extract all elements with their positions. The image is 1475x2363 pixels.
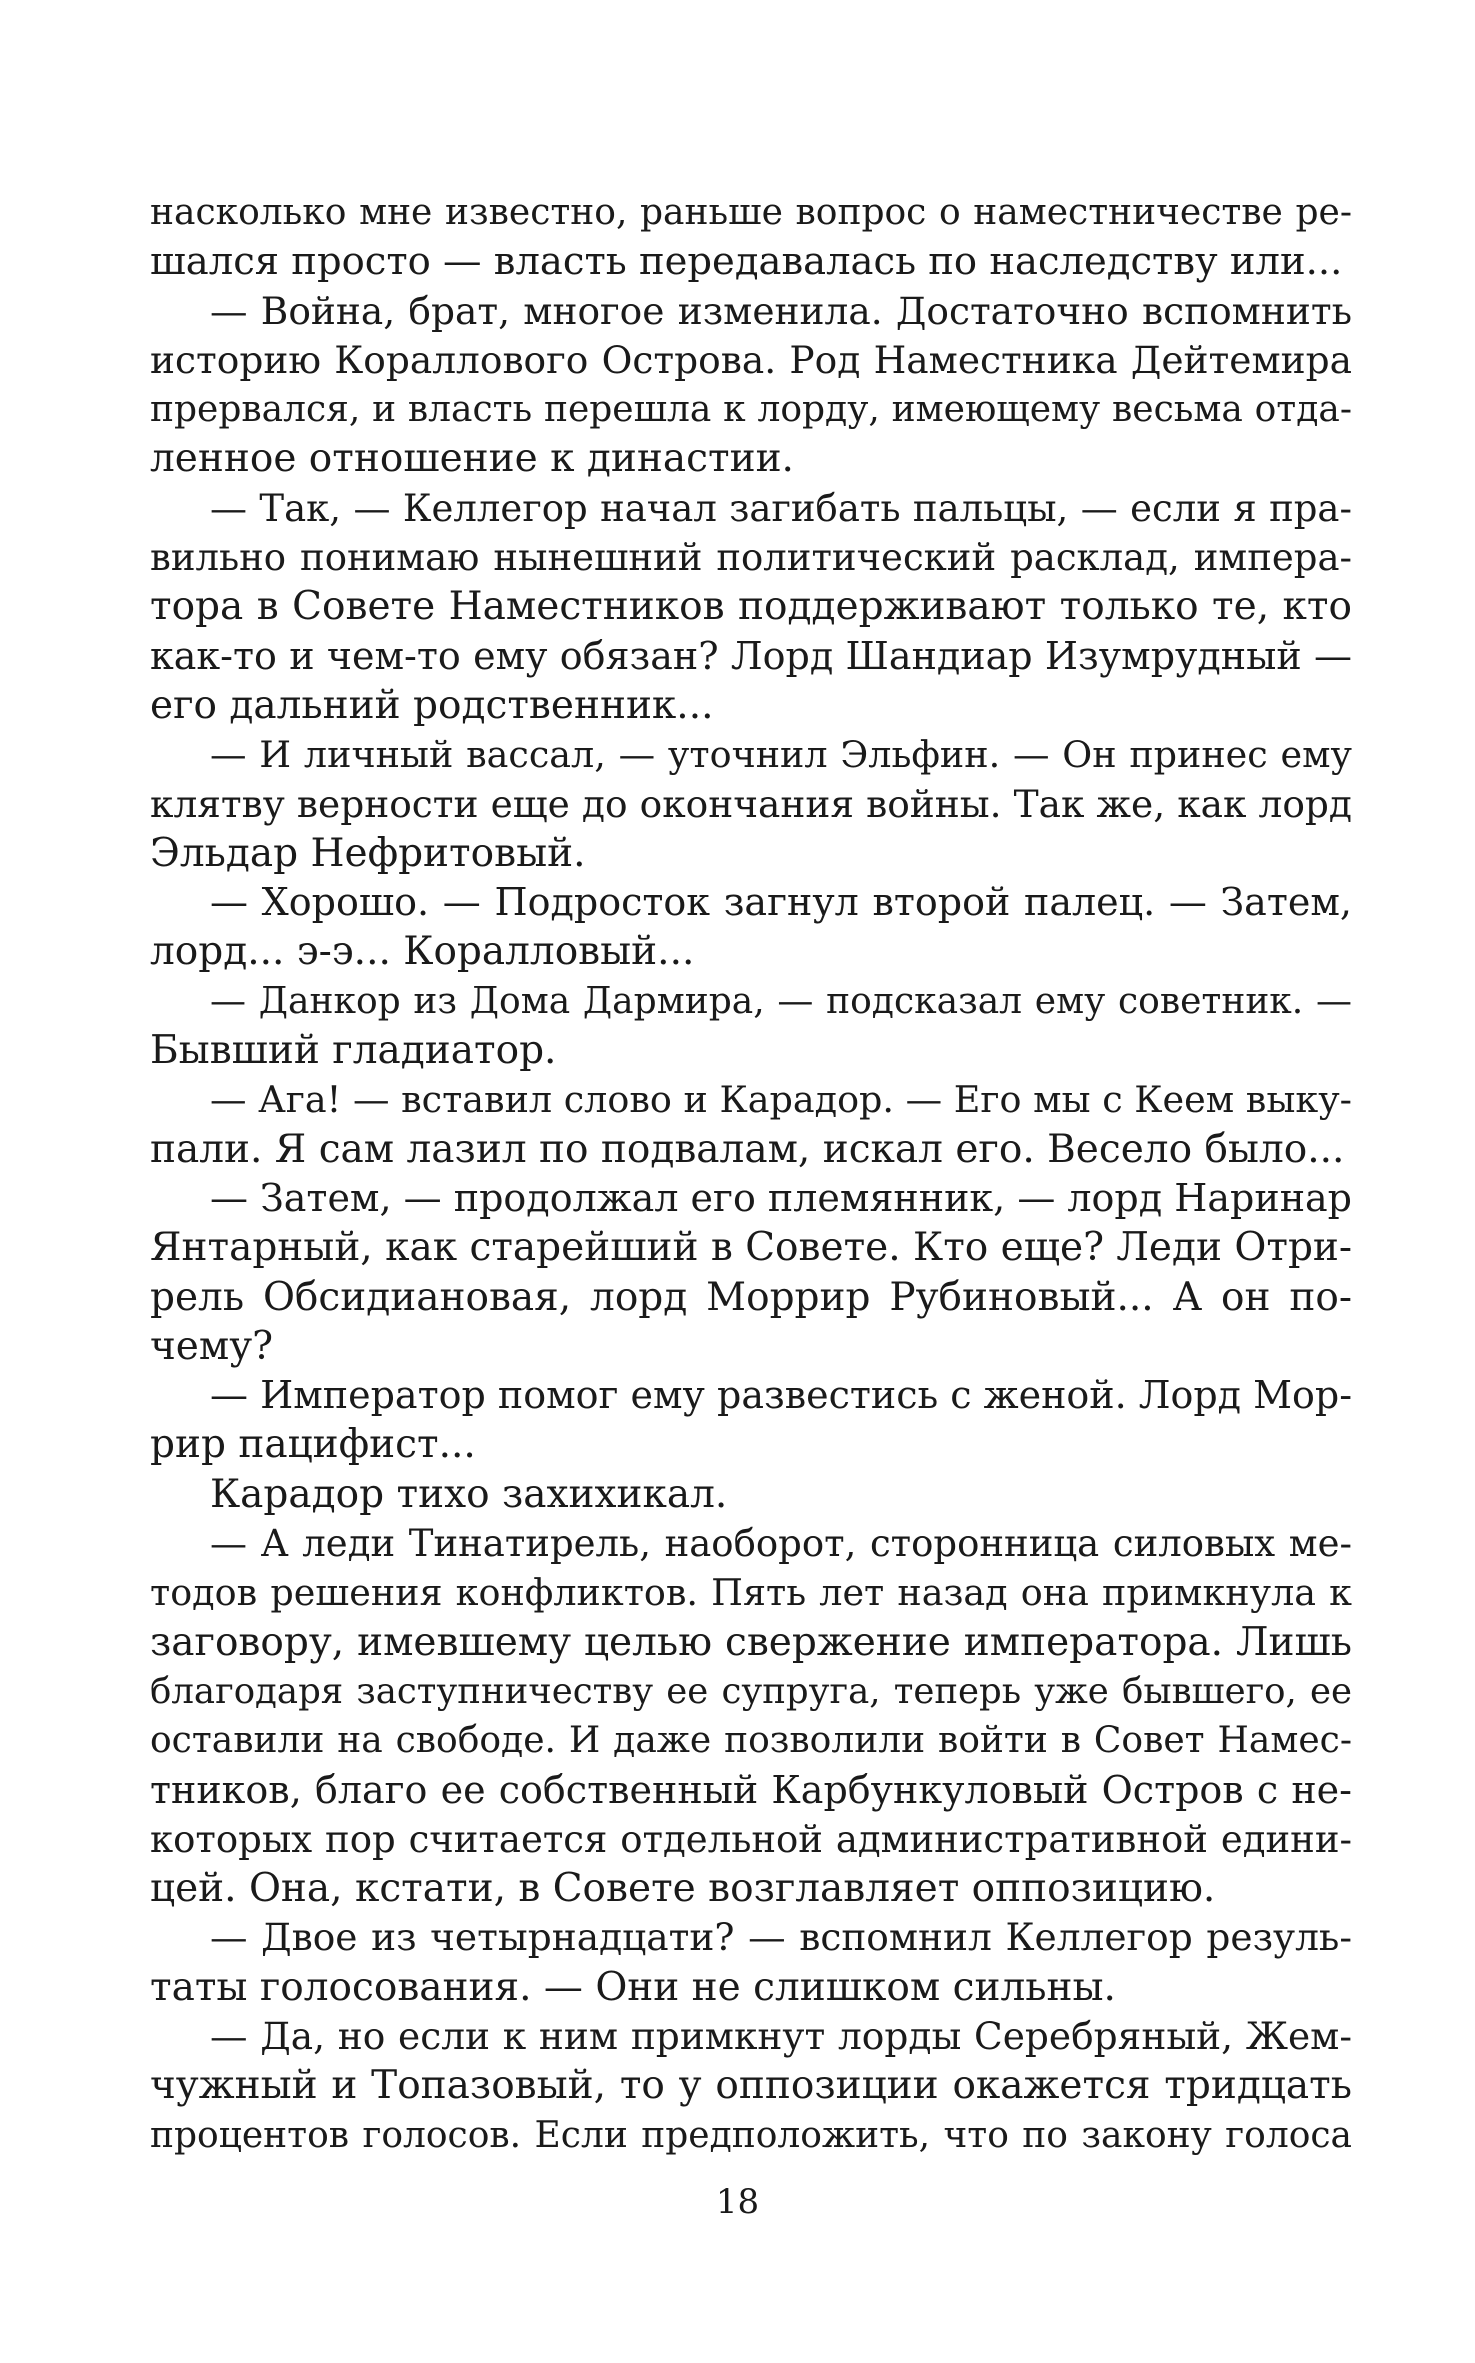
text-line: Бывший гладиатор.: [150, 1028, 557, 1074]
text-line: лорд... э-э... Коралловый...: [150, 929, 695, 975]
text-line: — Так, — Келлегор начал загибать пальцы, — если я пра-: [210, 486, 1352, 530]
text-line: — И личный вассал, — уточнил Эльфин. — Он принес ему: [210, 733, 1352, 777]
text-line: процентов голосов. Если предположить, что по закону голоса: [150, 2114, 1352, 2156]
text-line: — Двое из четырнадцати? — вспомнил Келлегор резуль-: [210, 1915, 1352, 1960]
page-number: 18: [715, 2182, 760, 2222]
text-line: Карадор тихо захихикал.: [210, 1471, 728, 1517]
text-line: ленное отношение к династии.: [150, 436, 794, 482]
text-line: тора в Совете Наместников поддерживают только те, кто: [150, 584, 1352, 630]
text-line: цей. Она, кстати, в Совете возглавляет оппозицию.: [150, 1866, 1216, 1912]
text-line: — А леди Тинатирель, наоборот, сторонница силовых ме-: [210, 1522, 1352, 1566]
text-line: вильно понимаю нынешний политический расклад, импера-: [150, 536, 1352, 580]
text-line: — Ага! — вставил слово и Карадор. — Его мы с Кеем выку-: [210, 1078, 1352, 1122]
text-line: Эльдар Нефритовый.: [150, 830, 586, 876]
text-line: таты голосования. — Они не слишком сильны.: [150, 1964, 1116, 2010]
text-line: клятву верности еще до окончания войны. Так же, как лорд: [150, 781, 1352, 826]
text-line: — Да, но если к ним примкнут лорды Серебряный, Жем-: [210, 2013, 1352, 2058]
text-line: — Император помог ему развестись с женой. Лорд Мор-: [210, 1373, 1352, 1418]
text-line: насколько мне известно, раньше вопрос о наместничестве ре-: [150, 192, 1352, 233]
text-line: тодов решения конфликтов. Пять лет назад она примкнула к: [150, 1571, 1352, 1615]
text-line: благодаря заступничеству ее супруга, теперь уже бывшего, ее: [150, 1670, 1352, 1712]
text-line: рир пацифист...: [150, 1422, 476, 1468]
text-line: — Данкор из Дома Дармира, — подсказал ему советник. —: [210, 980, 1352, 1022]
text-line: тников, благо ее собственный Карбункуловый Остров с не-: [150, 1767, 1352, 1812]
text-line: чему?: [150, 1323, 274, 1369]
text-line: — Война, брат, многое изменила. Достаточно вспомнить: [210, 288, 1352, 333]
text-line: как-то и чем-то ему обязан? Лорд Шандиар Изумрудный —: [150, 633, 1352, 678]
text-line: — Затем, — продолжал его племянник, — лорд Наринар: [210, 1175, 1352, 1220]
text-line: историю Кораллового Острова. Род Наместника Дейтемира: [150, 337, 1352, 382]
text-line: чужный и Топазовый, то у оппозиции окажется тридцать: [150, 2063, 1352, 2109]
text-line: рель Обсидиановая, лорд Моррир Рубиновый... А он по-: [150, 1274, 1352, 1320]
text-line: Янтарный, как старейший в Совете. Кто еще? Леди Отри-: [150, 1225, 1352, 1271]
text-line: шался просто — власть передавалась по наследству или...: [150, 239, 1343, 285]
text-line: его дальний родственник...: [150, 682, 714, 728]
text-line: пали. Я сам лазил по подвалам, искал его. Весело было...: [150, 1126, 1345, 1172]
text-line: которых пор считается отдельной административной едини-: [150, 1817, 1352, 1861]
text-line: заговору, имевшему целью свержение императора. Лишь: [150, 1619, 1352, 1665]
text-line: — Хорошо. — Подросток загнул второй палец. — Затем,: [210, 880, 1352, 925]
text-line: оставили на свободе. И даже позволили войти в Совет Намес-: [150, 1720, 1352, 1762]
text-line: прервался, и власть перешла к лорду, имеющему весьма отда-: [150, 389, 1352, 431]
body-text: [150, 188, 1352, 2160]
